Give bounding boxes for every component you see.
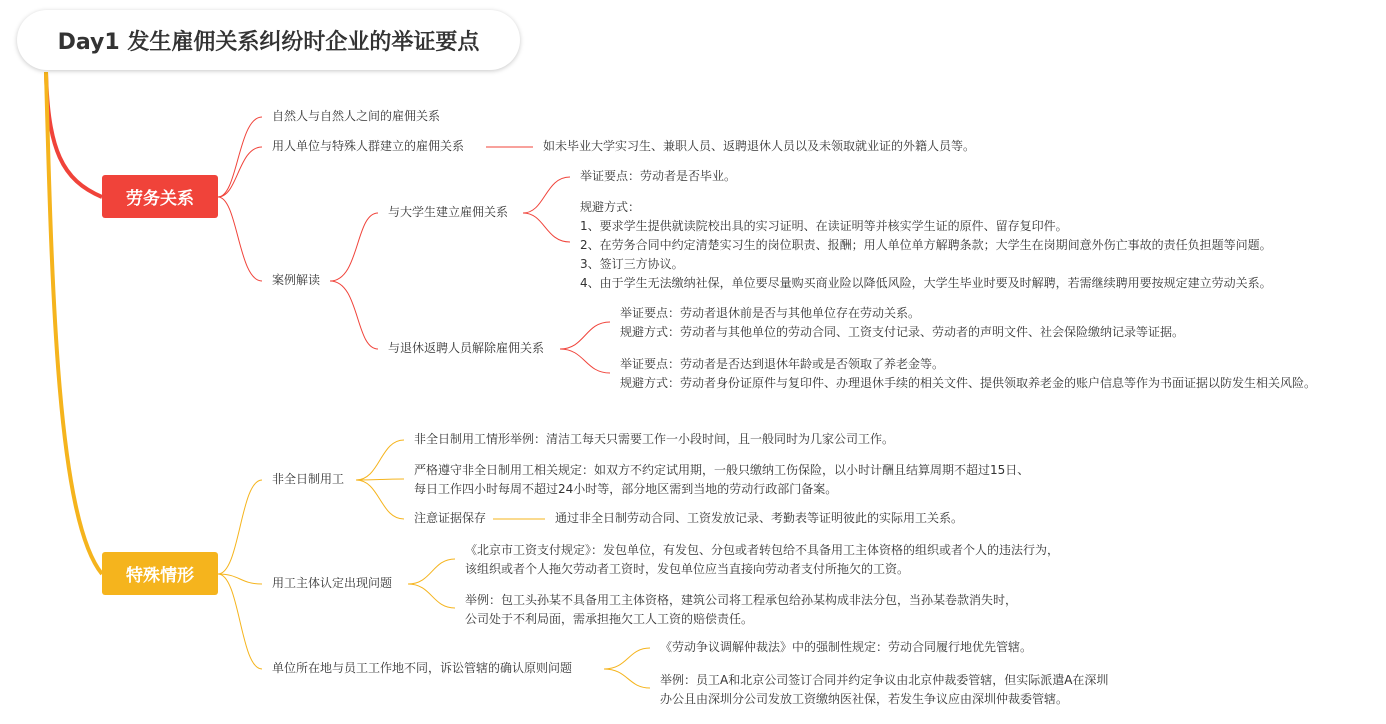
example-line: 办公且由深圳分公司发放工资缴纳医社保，若发生争议应由深圳仲裁委管辖。 bbox=[660, 692, 1069, 706]
node-keep-evidence[interactable]: 注意证据保存 bbox=[414, 511, 487, 525]
node-student-evidence-point[interactable]: 举证要点：劳动者是否毕业。 bbox=[580, 169, 737, 183]
retiree-line: 规避方式：劳动者与其他单位的劳动合同、工资支付记录、劳动者的声明文件、社会保险缴纳记录等证据。 bbox=[620, 325, 1185, 339]
example-line: 举例：员工A和北京公司签订合同并约定争议由北京仲裁委管辖，但实际派遣A在深圳 bbox=[660, 673, 1109, 687]
node-employer-identification[interactable]: 用工主体认定出现问题 bbox=[272, 576, 393, 590]
example-line: 举例：包工头孙某不具备用工主体资格，建筑公司将工程承包给孙某构成非法分包，当孙某卷款消失时， bbox=[465, 593, 1018, 607]
node-jurisdiction-principle[interactable]: 单位所在地与员工工作地不同，诉讼管辖的确认原则问题 bbox=[272, 661, 573, 675]
rule-line: 《北京市工资支付规定》：发包单位，有发包、分包或者转包给不具备用工主体资格的组织或者个人的违法行为， bbox=[465, 543, 1060, 557]
node-special-group-employment[interactable]: 用人单位与特殊人群建立的雇佣关系 bbox=[272, 139, 465, 153]
avoid-line: 规避方式： bbox=[580, 200, 641, 214]
retiree-line: 规避方式：劳动者身份证原件与复印件、办理退休手续的相关文件、提供领取养老金的账户信息等作为书面证据以防发生相关风险。 bbox=[620, 376, 1317, 390]
retiree-line: 举证要点：劳动者退休前是否与其他单位存在劳动关系。 bbox=[620, 306, 921, 320]
node-case-study[interactable]: 案例解读 bbox=[272, 273, 321, 287]
trunk-to-labor bbox=[46, 72, 102, 197]
avoid-line: 3、签订三方协议。 bbox=[580, 257, 684, 271]
avoid-line: 1、要求学生提供就读院校出具的实习证明、在读证明等并核实学生证的原件、留存复印件。 bbox=[580, 219, 1068, 233]
node-retiree-termination[interactable]: 与退休返聘人员解除雇佣关系 bbox=[388, 341, 545, 355]
avoid-line: 4、由于学生无法缴纳社保，单位要尽量购买商业险以降低风险，大学生毕业时要及时解聘，若需继续聘用要按规定建立劳动关系。 bbox=[580, 276, 1272, 290]
map-title: Day1 发生雇佣关系纠纷时企业的举证要点 bbox=[17, 10, 520, 70]
node-part-time-example[interactable]: 非全日制用工情形举例：清洁工每天只需要工作一小段时间，且一般同时为几家公司工作。 bbox=[414, 432, 895, 446]
branch-labor-relation[interactable]: 劳务关系 bbox=[102, 175, 218, 218]
node-natural-person-employment[interactable]: 自然人与自然人之间的雇佣关系 bbox=[272, 109, 441, 123]
avoid-line: 2、在劳务合同中约定清楚实习生的岗位职责、报酬；用人单位单方解聘条款；大学生在岗期间意外伤亡事故的责任负担题等问题。 bbox=[580, 238, 1272, 252]
node-special-group-note[interactable]: 如未毕业大学实习生、兼职人员、返聘退休人员以及未领取就业证的外籍人员等。 bbox=[543, 139, 976, 153]
node-keep-evidence-note[interactable]: 通过非全日制劳动合同、工资发放记录、考勤表等证明彼此的实际用工关系。 bbox=[555, 511, 964, 525]
labor-connectors bbox=[218, 117, 610, 373]
node-arbitration-law-rule[interactable]: 《劳动争议调解仲裁法》中的强制性规定：劳动合同履行地优先管辖。 bbox=[660, 640, 1033, 654]
example-line: 公司处于不利局面，需承担拖欠工人工资的赔偿责任。 bbox=[465, 612, 754, 626]
rule-line: 该组织或者个人拖欠劳动者工资时，发包单位应当直接向劳动者支付所拖欠的工资。 bbox=[465, 562, 910, 576]
rules-line: 严格遵守非全日制用工相关规定：如双方不约定试用期，一般只缴纳工伤保险，以小时计酬且结算周期不超过15日、 bbox=[414, 463, 1030, 477]
branch-special-cases[interactable]: 特殊情形 bbox=[102, 552, 218, 595]
node-student-employment[interactable]: 与大学生建立雇佣关系 bbox=[388, 205, 509, 219]
rules-line: 每日工作四小时每周不超过24小时等，部分地区需到当地的劳动行政部门备案。 bbox=[414, 482, 838, 496]
node-part-time-employment[interactable]: 非全日制用工 bbox=[272, 472, 345, 486]
retiree-line: 举证要点：劳动者是否达到退休年龄或是否领取了养老金等。 bbox=[620, 357, 945, 371]
